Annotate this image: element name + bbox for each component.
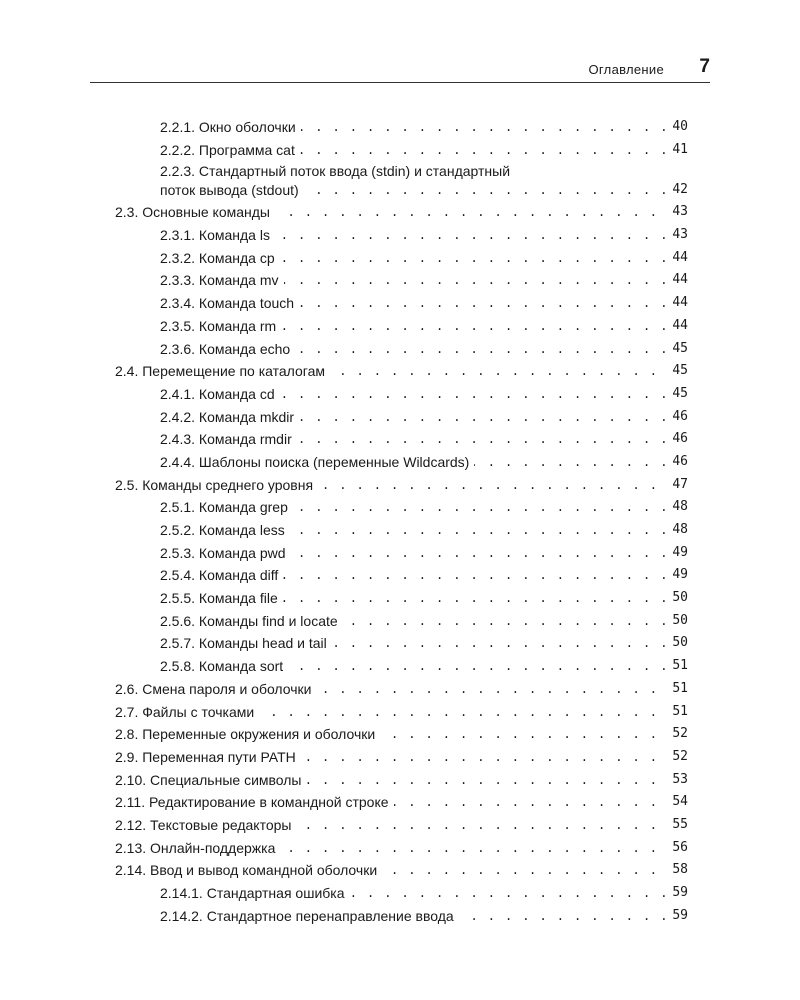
toc-entry [0,519,800,542]
toc-section [0,201,800,224]
toc-entry [0,139,800,162]
toc-entry-page: 52 [669,723,688,746]
toc-section [0,769,800,792]
toc-entry-title: 2.5.3. Команда pwd [160,542,291,565]
toc-entry-page: 51 [669,701,688,724]
toc-entry-page: 44 [669,292,688,315]
toc-entry [0,882,800,905]
toc-entry [0,269,800,292]
toc-entry-title: 2.2.2. Программа cat [160,139,300,162]
toc-entry [0,428,800,451]
toc-entry-title: 2.5.8. Команда sort [160,655,288,678]
toc-entry-page: 46 [669,428,688,451]
toc-entry-page: 51 [669,655,688,678]
toc-entry-page: 43 [669,201,688,224]
toc-entry [0,451,800,474]
toc-entry [0,542,800,565]
toc-entry-title: 2.9. Переменная пути PATH [115,746,301,769]
toc-entry [0,315,800,338]
toc-entry-page: 45 [669,383,688,406]
toc-entry-page: 44 [669,247,688,270]
toc-entry-page: 42 [669,179,688,202]
toc-entry-page: 50 [669,587,688,610]
toc-section [0,814,800,837]
toc-entry-title: 2.14.2. Стандартное перенаправление ввода [160,905,459,928]
toc-section [0,701,800,724]
toc-entry-page: 59 [669,905,688,928]
toc-entry [0,224,800,247]
toc-entry-title: 2.10. Специальные символы [115,769,307,792]
toc-section [0,678,800,701]
toc-entry [0,406,800,429]
toc-entry-title: 2.5.7. Команды head и tail [160,632,332,655]
toc-section [0,746,800,769]
toc-entry-title: 2.5.1. Команда grep [160,496,293,519]
toc-entry-page: 45 [669,338,688,361]
toc-entry [0,632,800,655]
toc-entry [0,587,800,610]
toc-entry-page: 48 [669,496,688,519]
toc-section [0,360,800,383]
toc-entry-title-line1: 2.2.3. Стандартный поток ввода (stdin) и стандартный [160,163,511,180]
toc-entry-page: 41 [669,139,688,162]
toc-entry-title: 2.6. Смена пароля и оболочки [115,678,316,701]
toc-entry-title: 2.12. Текстовые редакторы [115,814,296,837]
toc-entry-page: 58 [669,859,688,882]
toc-entry [0,496,800,519]
toc-entry-title: 2.14.1. Стандартная ошибка [160,882,350,905]
toc-entry-page: 52 [669,746,688,769]
toc-entry-title: 2.8. Переменные окружения и оболочки [115,723,380,746]
toc-entry-page: 46 [669,406,688,429]
toc-entry-title: 2.5.4. Команда diff [160,564,283,587]
toc-entry-title: 2.2.1. Окно оболочки [160,116,301,139]
toc-entry-title: 2.3.3. Команда mv [160,269,284,292]
toc-entry-title: 2.3.5. Команда rm [160,315,281,338]
toc-entry-title: 2.11. Редактирование в командной строке [115,791,394,814]
toc-entry-page: 44 [669,269,688,292]
toc-section [0,837,800,860]
toc-entry-page: 43 [669,224,688,247]
toc-entry-title: 2.14. Ввод и вывод командной оболочки [115,859,382,882]
toc-section [0,859,800,882]
toc-entry-page: 49 [669,564,688,587]
toc-entry-page: 44 [669,315,688,338]
toc-entry-page: 50 [669,632,688,655]
toc-entry-title: 2.3.1. Команда ls [160,224,275,247]
header-page-number: 7 [699,56,710,77]
toc-entry [0,655,800,678]
toc-entry-page: 40 [669,116,688,139]
toc-entry [0,292,800,315]
toc-entry-page: 50 [669,610,688,633]
toc-entry-title: 2.3.2. Команда cp [160,247,280,270]
toc-entry-title: 2.7. Файлы с точками [115,701,259,724]
toc-entry-title: 2.3. Основные команды [115,201,275,224]
toc-entry-page: 46 [669,451,688,474]
toc-entry-title: 2.4.2. Команда mkdir [160,406,299,429]
toc-entry-title: 2.5.5. Команда file [160,587,283,610]
toc-entry-title: 2.4.1. Команда cd [160,383,280,406]
toc-entry [0,338,800,361]
toc-entry-title: 2.13. Онлайн-поддержка [115,837,280,860]
toc-entry-title: поток вывода (stdout) [160,179,304,202]
toc-entry [0,116,800,139]
toc-entry [0,905,800,928]
toc-entry-title: 2.3.4. Команда touch [160,292,299,315]
toc-entry-title: 2.5. Команды среднего уровня [115,474,318,497]
toc-entry-page: 45 [669,360,688,383]
toc-entry-title: 2.4. Перемещение по каталогам [115,360,330,383]
toc-entry [0,610,800,633]
toc-entry-title: 2.5.2. Команда less [160,519,290,542]
toc-entry-page: 56 [669,837,688,860]
toc-entry-page: 59 [669,882,688,905]
toc-entry-page: 53 [669,769,688,792]
toc-entry [0,383,800,406]
toc-section [0,723,800,746]
toc-entry-page: 54 [669,791,688,814]
header-title: Оглавление [588,62,664,77]
toc-entry [0,161,800,201]
toc-section [0,474,800,497]
toc-entry-page: 47 [669,474,688,497]
toc-entry-page: 48 [669,519,688,542]
toc-entry-title: 2.4.3. Команда rmdir [160,428,297,451]
toc-section [0,791,800,814]
toc-entry [0,564,800,587]
toc-entry-page: 51 [669,678,688,701]
toc-entry-title: 2.5.6. Команды find и locate [160,610,343,633]
toc-entry-title: 2.3.6. Команда echo [160,338,295,361]
table-of-contents [0,116,800,927]
toc-entry-page: 55 [669,814,688,837]
running-header [90,58,710,83]
toc-entry-title: 2.4.4. Шаблоны поиска (переменные Wildcards) [160,451,474,474]
toc-entry [0,247,800,270]
toc-entry-page: 49 [669,542,688,565]
